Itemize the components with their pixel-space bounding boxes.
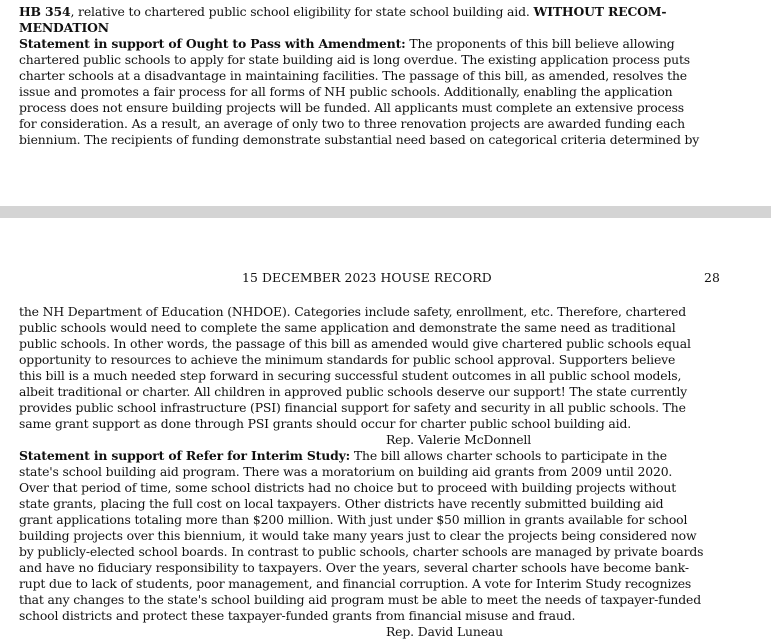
page-number: 28 xyxy=(704,270,720,285)
statement1-line: chartered public schools to apply for state building aid is long overdue. The existing application process puts xyxy=(19,52,690,67)
statement2-signature: Rep. David Luneau xyxy=(386,624,503,639)
statement2-line: by publicly-elected school boards. In contrast to public schools, charter schools are managed by private boards xyxy=(19,544,704,559)
statement1-first-line-text: The proponents of this bill believe allowing xyxy=(405,36,675,51)
statement1-line: biennium. The recipients of funding demonstrate substantial need based on categorical criteria determined by xyxy=(19,132,700,147)
statement1-line: issue and promotes a fair process for all forms of NH public schools. Additionally, enabling the application xyxy=(19,84,673,99)
statement1-line: process does not ensure building projects will be funded. All applicants must complete an extensive process xyxy=(19,100,684,115)
page-break-divider xyxy=(0,206,771,218)
statement2-heading: Statement in support of Refer for Interim Study: xyxy=(19,448,351,463)
statement2-line: that any changes to the state's school building aid program must be able to meet the needs of taxpayer-funded xyxy=(19,592,701,607)
statement1-heading: Statement in support of Ought to Pass with Amendment: xyxy=(19,36,406,51)
statement2-line: school districts and protect these taxpayer-funded grants from financial misuse and fraud. xyxy=(19,608,576,623)
statement1-continued-line: same grant support as done through PSI grants should occur for charter public school building aid. xyxy=(19,416,632,431)
statement2-first-line xyxy=(19,448,761,464)
bill-id: HB 354 xyxy=(19,4,71,19)
statement1-continued-line: opportunity to resources to achieve the minimum standards for public school approval. Supporters believe xyxy=(19,352,676,367)
statement2-line: Over that period of time, some school districts had no choice but to proceed with building projects without xyxy=(19,480,677,495)
statement1-continued-line: this bill is a much needed step forward in securing successful student outcomes in all public school models, xyxy=(19,368,682,383)
statement2-line: grant applications totaling more than $200 million. With just under $50 million in grants available for school xyxy=(19,512,688,527)
statement1-line: for consideration. As a result, an average of only two to three renovation projects are awarded funding each xyxy=(19,116,685,131)
bill-header-line xyxy=(19,4,761,20)
statement2-first-line-text: The bill allows charter schools to participate in the xyxy=(350,448,667,463)
statement1-first-line xyxy=(19,36,761,52)
bill-recommendation: WITHOUT RECOM- xyxy=(533,4,667,19)
statement1-continued-line: albeit traditional or charter. All children in approved public schools deserve our support! The state currently xyxy=(19,384,688,399)
statement2-line: rupt due to lack of students, poor management, and financial corruption. A vote for Interim Study recognizes xyxy=(19,576,692,591)
statement1-line: charter schools at a disadvantage in maintaining facilities. The passage of this bill, as amended, resolves the xyxy=(19,68,687,83)
bill-title: , relative to chartered public school eligibility for state school building aid. xyxy=(70,4,534,19)
running-head xyxy=(0,269,771,287)
statement2-line: state grants, placing the full cost on local taxpayers. Other districts have recently submitted building aid xyxy=(19,496,664,511)
statement1-continued-line: public schools. In other words, the passage of this bill as amended would give chartered public schools equal xyxy=(19,336,691,351)
statement2-line: and have no fiduciary responsibility to taxpayers. Over the years, several charter schools have become bank- xyxy=(19,560,689,575)
statement1-continued-line: provides public school infrastructure (PSI) financial support for safety and security in all public schools. The xyxy=(19,400,686,415)
statement2-line: state's school building aid program. There was a moratorium on building aid grants from 2009 until 2020. xyxy=(19,464,673,479)
statement2-line: building projects over this biennium, it would take many years just to clear the projects being considered now xyxy=(19,528,697,543)
statement1-continued-line: public schools would need to complete the same application and demonstrate the same need as traditional xyxy=(19,320,676,335)
bill-report-continued xyxy=(19,304,761,640)
statement1-signature: Rep. Valerie McDonnell xyxy=(386,432,532,447)
bill-report-top xyxy=(19,4,761,148)
statement1-continued-line: the NH Department of Education (NHDOE). Categories include safety, enrollment, etc. Therefore, chartered xyxy=(19,304,687,319)
bill-recommendation-continued: MENDATION xyxy=(19,20,109,35)
running-head-title: 15 DECEMBER 2023 HOUSE RECORD xyxy=(242,270,492,285)
